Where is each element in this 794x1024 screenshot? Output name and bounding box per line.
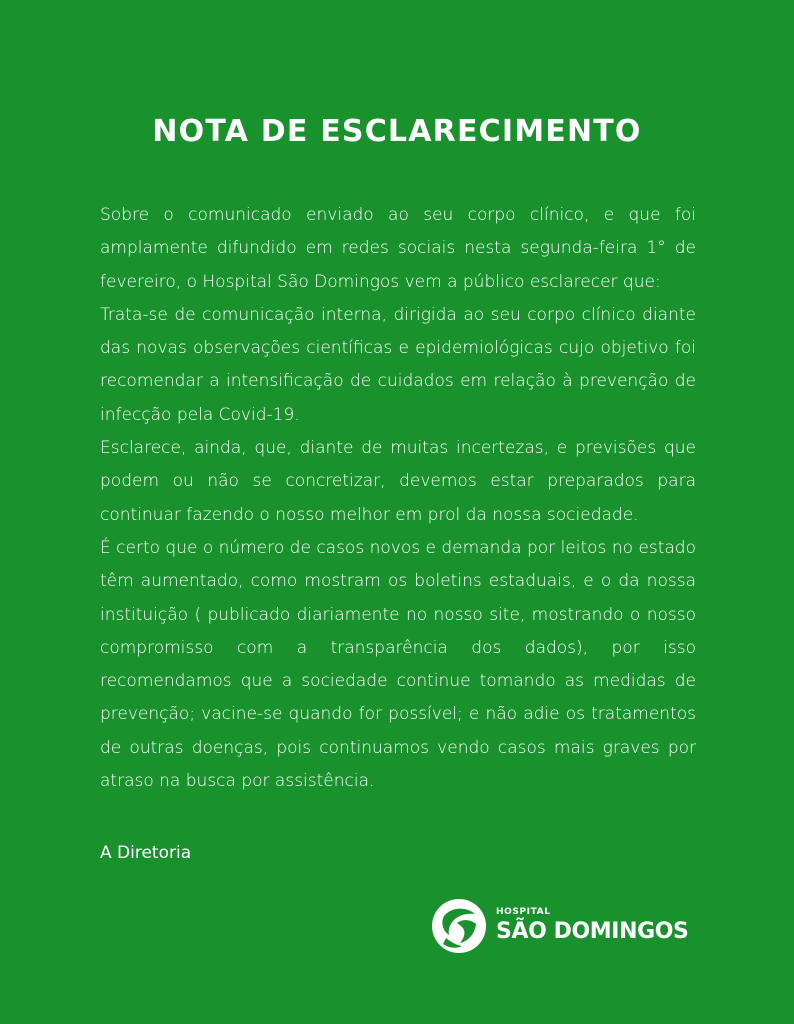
logo-small-text: HOSPITAL xyxy=(496,907,551,917)
logo-big-text: SÃO DOMINGOS xyxy=(496,919,689,944)
paragraph-1: Sobre o comunicado enviado ao seu corpo clínico, e que foi amplamente difundido em redes sociais nesta segunda-feira 1° de fevereiro, o Hospital São Domingos vem a público esclarecer que: xyxy=(100,205,696,292)
paragraph-4: É certo que o número de casos novos e demanda por leitos no estado têm aumentado, como mostram os boletins estaduais, e o da nossa instituição ( publicado diariamente no nosso site, mostrando o nosso compromisso com a transparência dos dados), por isso recomendamos que a sociedade continue tomando as medidas de prevenção; vacine-se quando for possível; e não adie os tratamentos de outras doenças, pois continuamos vendo casos mais graves por atraso na busca por assistência. xyxy=(100,537,696,792)
hospital-logo xyxy=(431,897,701,955)
logo-wordmark xyxy=(496,907,689,945)
paragraph-2: Trata-se de comunicação interna, dirigida ao seu corpo clínico diante das novas observações científicas e epidemiológicas cujo objetivo foi recomendar a intensificação de cuidados em relação à prevenção de infecção pela Covid-19. xyxy=(100,304,696,425)
signature: A Diretoria xyxy=(100,843,192,863)
note-body xyxy=(100,199,696,798)
hospital-sao-domingos-logo-icon xyxy=(431,898,487,954)
paragraph-3: Esclarece, ainda, que, diante de muitas incertezas, e previsões que podem ou não se concretizar, devemos estar preparados para continuar fazendo o nosso melhor em prol da nossa sociedade. xyxy=(100,438,696,525)
page-title: NOTA DE ESCLARECIMENTO xyxy=(152,114,642,149)
